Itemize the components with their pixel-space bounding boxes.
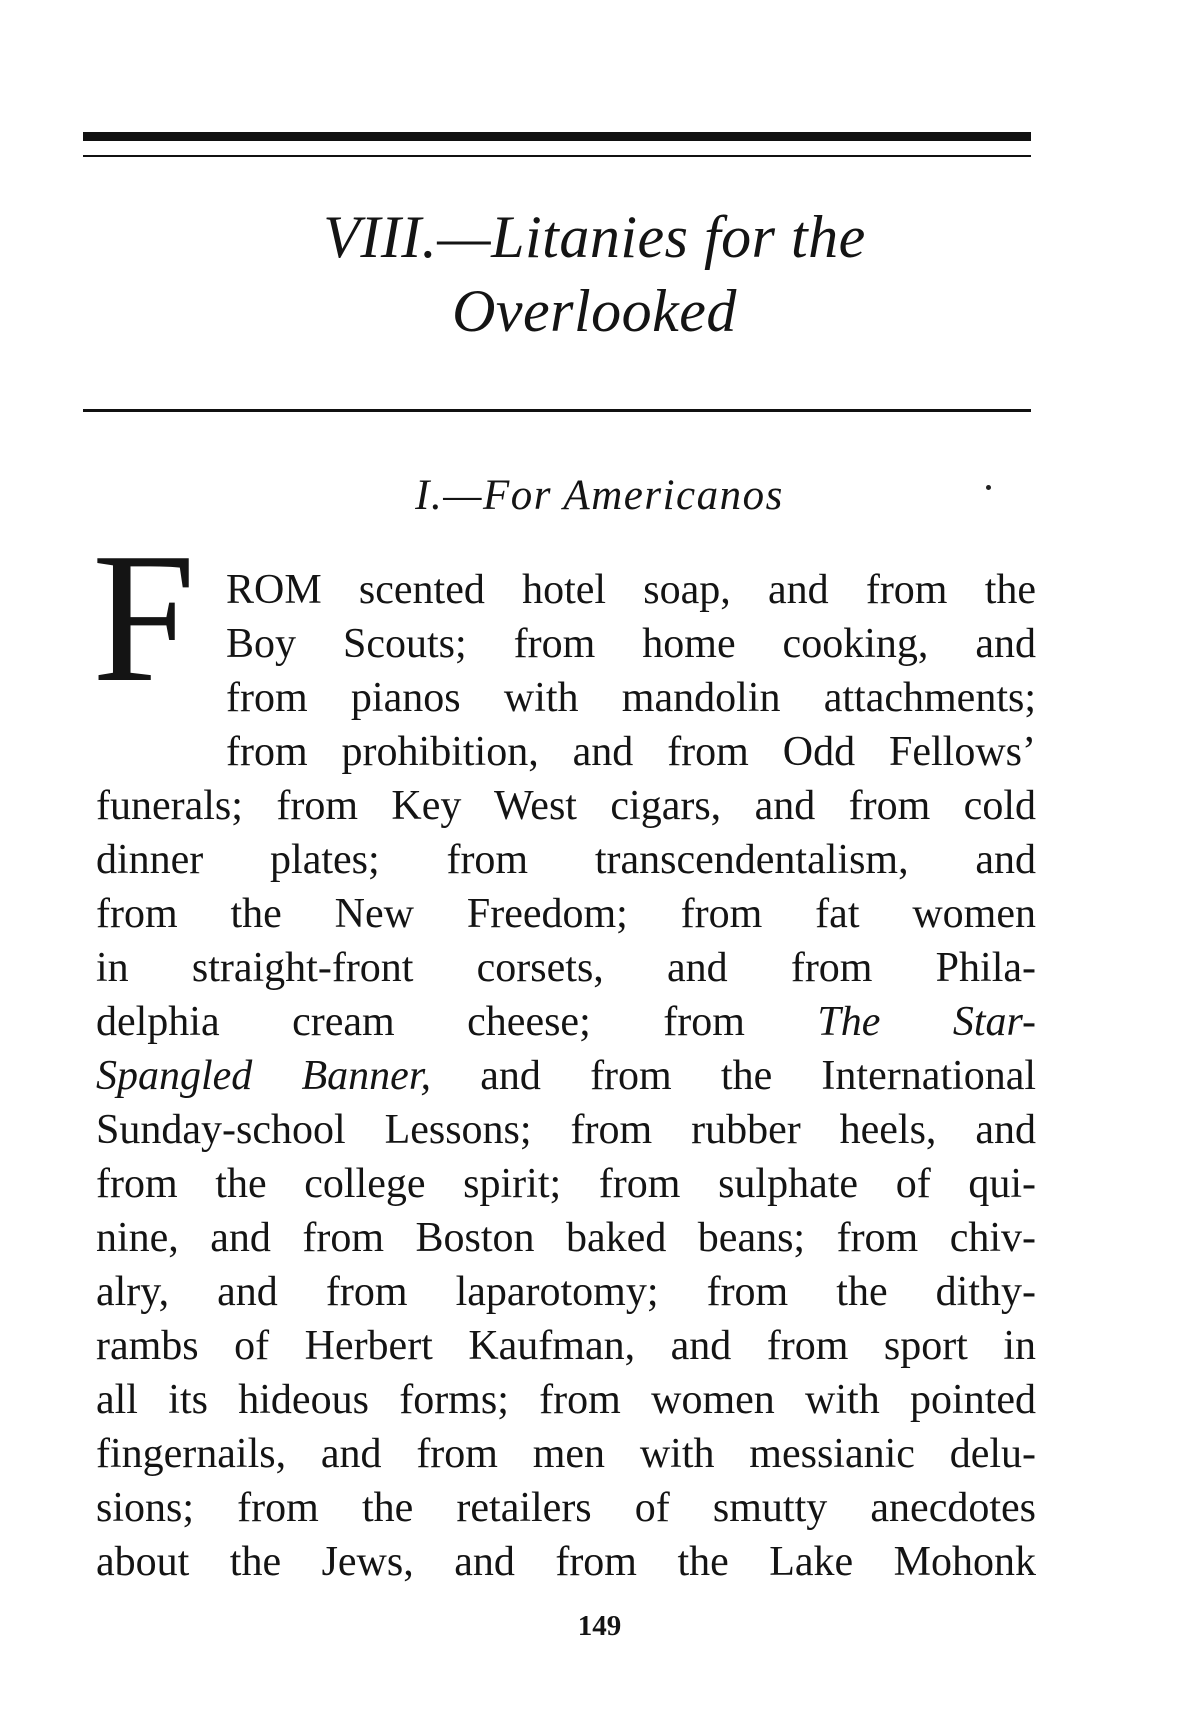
print-speck — [986, 485, 991, 490]
title-bottom-rule — [83, 409, 1031, 412]
text-line: alry, and from laparotomy; from the dithy- — [96, 1269, 1036, 1315]
text-line: from the college spirit; from sulphate of qui- — [96, 1161, 1036, 1207]
text-line: from the New Freedom; from fat women — [96, 891, 1036, 937]
text-line: Sunday-school Lessons; from rubber heels, and — [96, 1107, 1036, 1153]
text-line: Boy Scouts; from home cooking, and — [226, 621, 1036, 667]
text-line: ROM scented hotel soap, and from the — [226, 567, 1036, 613]
text-line: sions; from the retailers of smutty anecdotes — [96, 1485, 1036, 1531]
text-line: nine, and from Boston baked beans; from chiv- — [96, 1215, 1036, 1261]
text-line: dinner plates; from transcendentalism, and — [96, 837, 1036, 883]
drop-cap: F — [92, 515, 196, 721]
chapter-title-line-2: Overlooked — [452, 278, 737, 344]
text-line: delphia cream cheese; from The Star- — [96, 999, 1036, 1045]
text-line: from pianos with mandolin attachments; — [226, 675, 1036, 721]
text-line: fingernails, and from men with messianic delu- — [96, 1431, 1036, 1477]
page-number: 149 — [577, 1610, 622, 1642]
top-rule-thick — [83, 132, 1031, 141]
chapter-title — [0, 200, 1189, 348]
text-line: in straight-front corsets, and from Phila- — [96, 945, 1036, 991]
text-line: Spangled Banner, and from the International — [96, 1053, 1037, 1099]
chapter-title-line-1: VIII.—Litanies for the — [323, 204, 866, 270]
italic-title: Spangled Banner, — [96, 1053, 432, 1099]
body-text — [96, 563, 1036, 1589]
italic-title: The Star- — [817, 999, 1036, 1045]
section-title: I.—For Americanos — [415, 472, 784, 519]
text-line: funerals; from Key West cigars, and from cold — [96, 783, 1036, 829]
top-rule-thin — [83, 155, 1031, 157]
text-line: from prohibition, and from Odd Fellows’ — [226, 729, 1036, 775]
text-line: rambs of Herbert Kaufman, and from sport in — [96, 1323, 1036, 1369]
text-line: all its hideous forms; from women with pointed — [96, 1377, 1036, 1423]
text-line: about the Jews, and from the Lake Mohonk — [96, 1539, 1036, 1585]
